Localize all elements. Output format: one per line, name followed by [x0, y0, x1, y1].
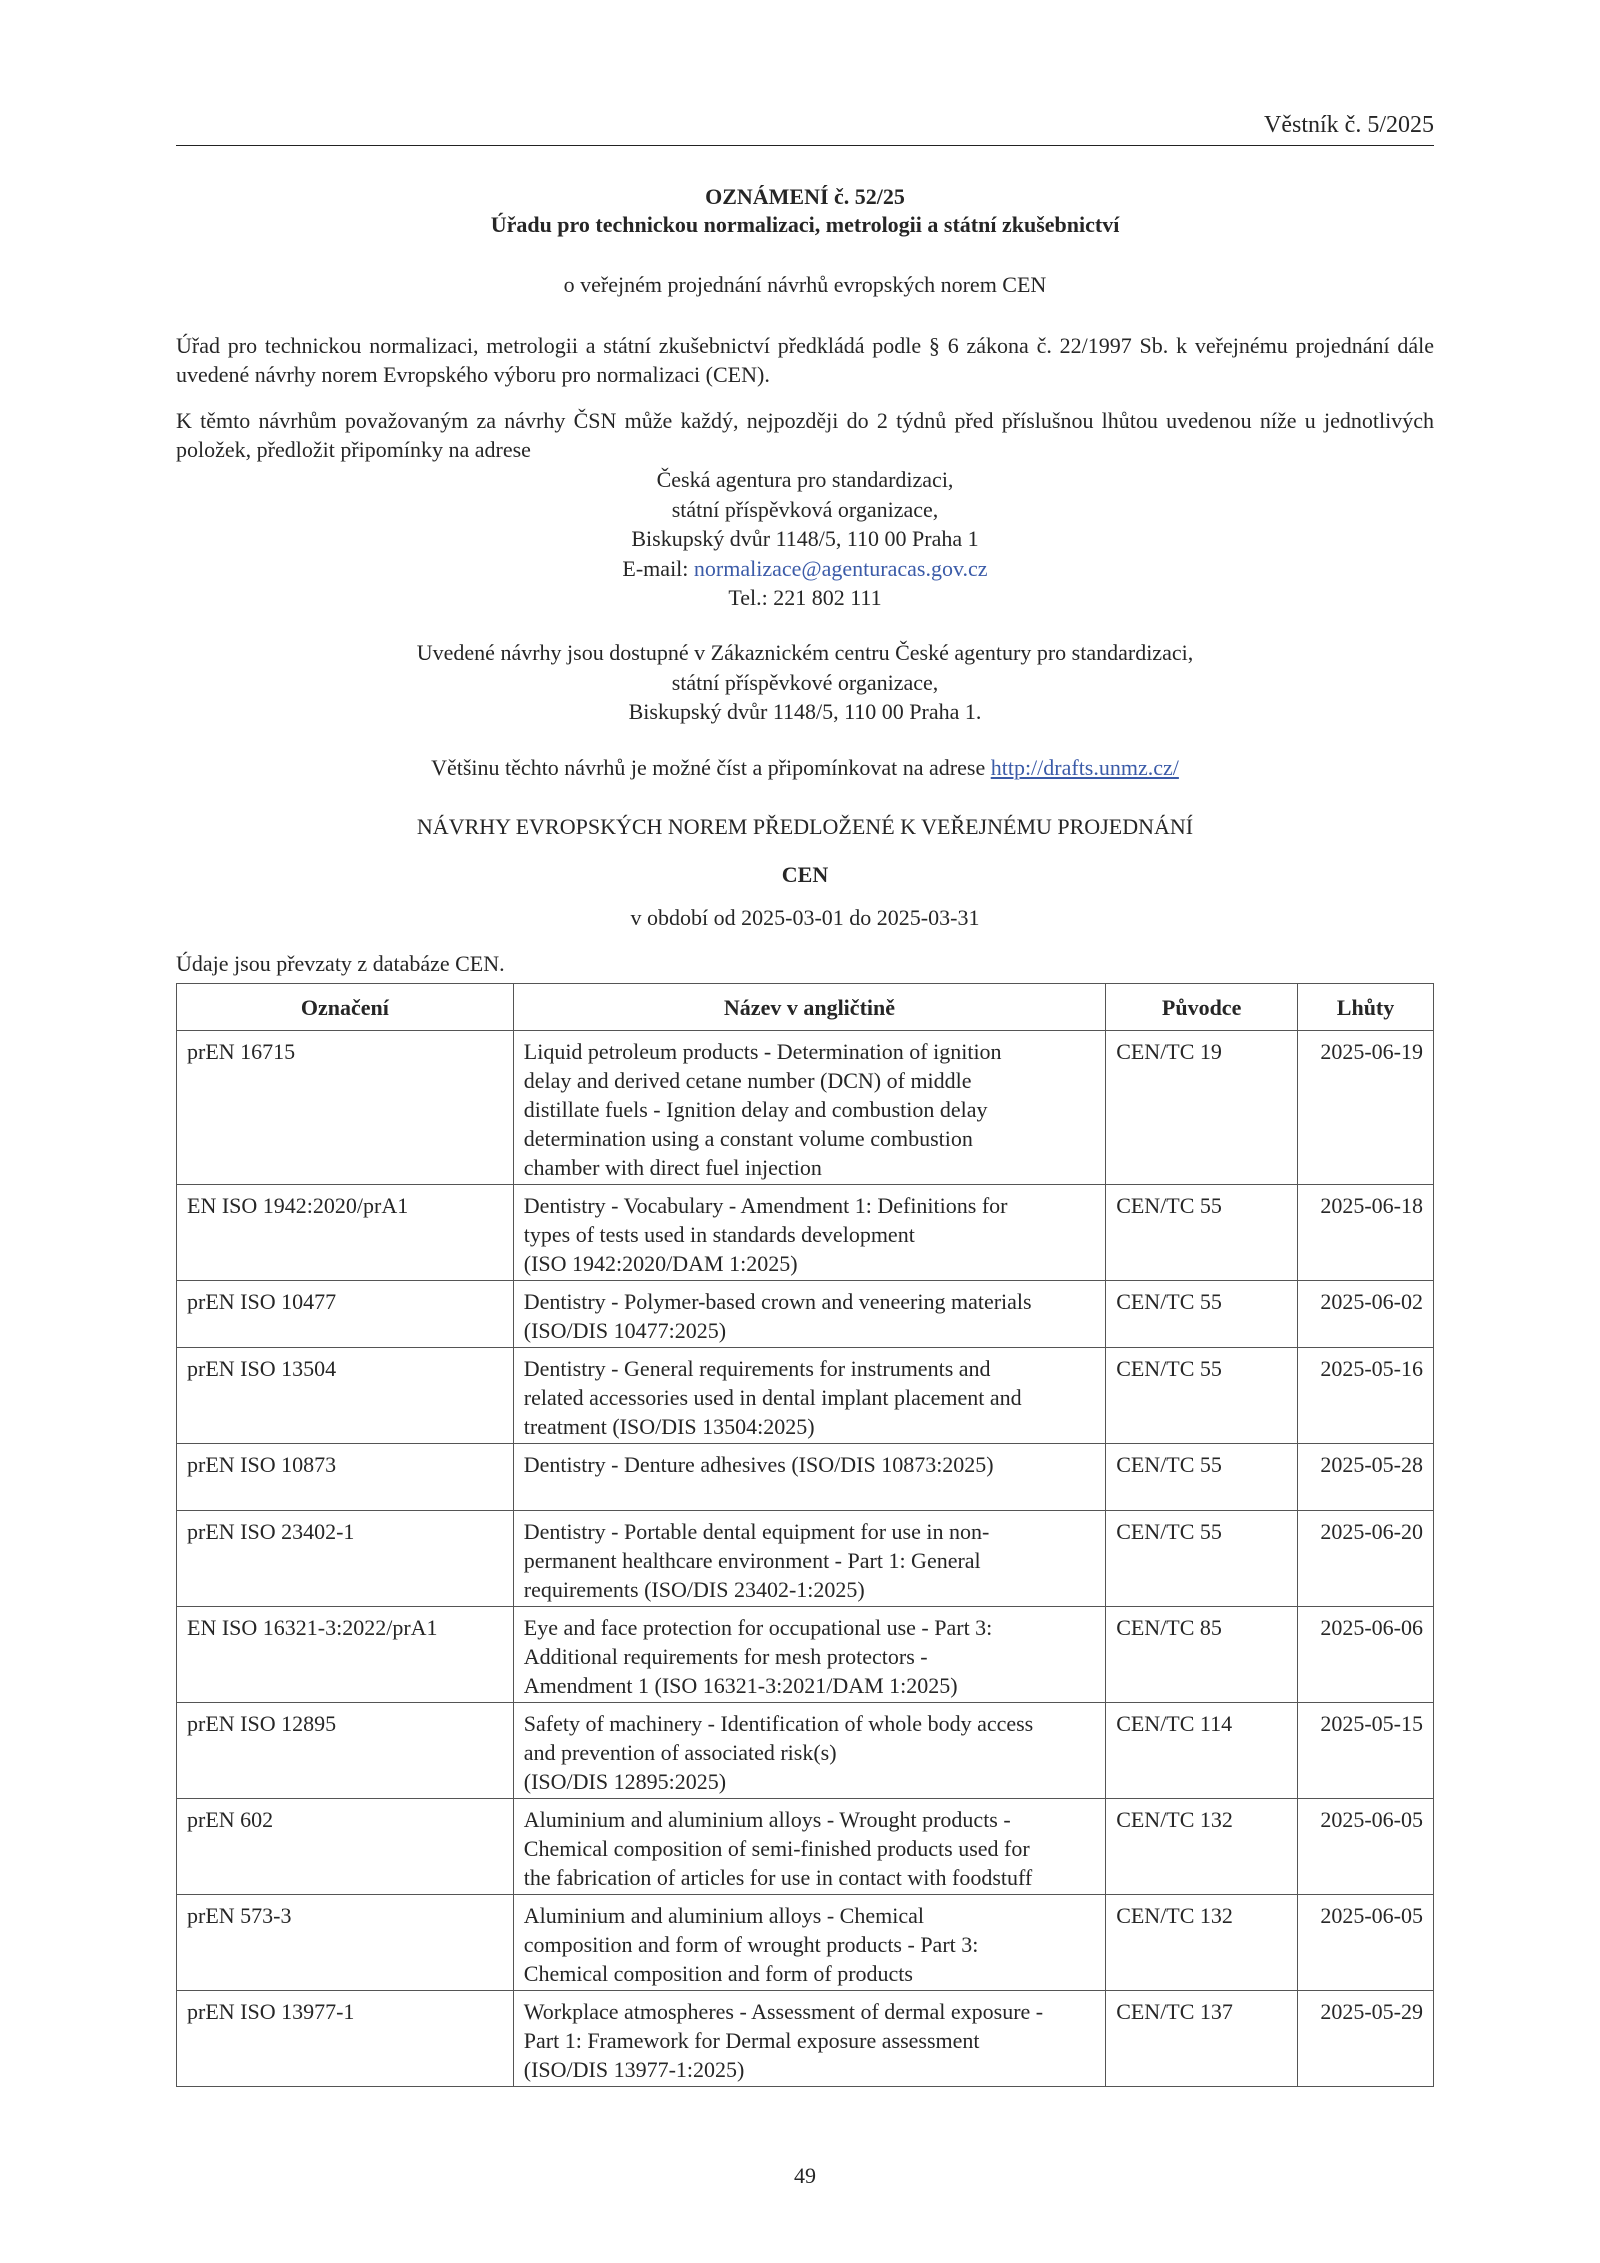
- cell-originator: CEN/TC 85: [1106, 1607, 1298, 1703]
- title-line: the fabrication of articles for use in contact with foodstuff: [523, 1865, 1033, 1890]
- address-phone: Tel.: 221 802 111: [728, 585, 882, 610]
- cell-designation: prEN ISO 13977-1: [177, 1991, 514, 2087]
- cell-designation: EN ISO 16321-3:2022/prA1: [177, 1607, 514, 1703]
- title-line: Chemical composition of semi-finished products used for: [523, 1836, 1030, 1861]
- cell-originator: CEN/TC 55: [1106, 1348, 1298, 1444]
- title-line: Additional requirements for mesh protectors -: [523, 1644, 928, 1669]
- title-line: Dentistry - General requirements for instruments and: [523, 1356, 991, 1381]
- cell-english-title: [513, 1511, 1105, 1607]
- title-line: composition and form of wrought products - Part 3:: [523, 1932, 979, 1957]
- source-note: Údaje jsou převzaty z databáze CEN.: [176, 951, 505, 976]
- header-deadline: Lhůty: [1298, 984, 1434, 1031]
- cell-originator: CEN/TC 19: [1106, 1031, 1298, 1185]
- page-number: 49: [794, 2163, 816, 2188]
- table-row: [177, 1703, 1434, 1799]
- table-row: [177, 1185, 1434, 1281]
- cell-designation: prEN 16715: [177, 1031, 514, 1185]
- header-designation: Označení: [177, 984, 514, 1031]
- cell-deadline: 2025-05-16: [1298, 1348, 1434, 1444]
- title-line: related accessories used in dental implant placement and: [523, 1385, 1022, 1410]
- title-line: [524, 1479, 1095, 1508]
- drafts-text: Většinu těchto návrhů je možné číst a připomínkovat na adrese: [431, 755, 991, 780]
- title-line: Dentistry - Polymer-based crown and veneering materials: [523, 1289, 1032, 1314]
- title-line: distillate fuels - Ignition delay and combustion delay: [523, 1097, 988, 1122]
- cell-english-title: [513, 1799, 1105, 1895]
- cell-originator: CEN/TC 132: [1106, 1799, 1298, 1895]
- cell-designation: prEN ISO 10477: [177, 1281, 514, 1348]
- table-header-row: [177, 984, 1434, 1031]
- address-street: Biskupský dvůr 1148/5, 110 00 Praha 1: [631, 526, 979, 551]
- cell-deadline: 2025-05-29: [1298, 1991, 1434, 2087]
- table-row: [177, 1991, 1434, 2087]
- availability-line-3: Biskupský dvůr 1148/5, 110 00 Praha 1.: [628, 699, 982, 724]
- cell-designation: prEN 573-3: [177, 1895, 514, 1991]
- cell-english-title: [513, 1444, 1105, 1511]
- title-line: and prevention of associated risk(s): [523, 1740, 837, 1765]
- title-line: Eye and face protection for occupational use - Part 3:: [523, 1615, 993, 1640]
- header-issue: Věstník č. 5/2025: [176, 112, 1434, 146]
- title-line: (ISO/DIS 13977-1:2025): [523, 2057, 745, 2082]
- address-type: státní příspěvková organizace,: [671, 496, 939, 522]
- cell-english-title: [513, 1348, 1105, 1444]
- cell-deadline: 2025-05-15: [1298, 1703, 1434, 1799]
- title-line: (ISO 1942:2020/DAM 1:2025): [523, 1251, 798, 1276]
- cell-deadline: 2025-06-02: [1298, 1281, 1434, 1348]
- cell-originator: CEN/TC 137: [1106, 1991, 1298, 2087]
- title-line: Workplace atmospheres - Assessment of dermal exposure -: [523, 1999, 1044, 2024]
- header-originator: Původce: [1106, 984, 1298, 1031]
- title-line: permanent healthcare environment - Part 1: General: [523, 1548, 981, 1573]
- cell-deadline: 2025-06-06: [1298, 1607, 1434, 1703]
- cell-originator: CEN/TC 55: [1106, 1281, 1298, 1348]
- cell-deadline: 2025-06-20: [1298, 1511, 1434, 1607]
- cell-originator: CEN/TC 114: [1106, 1703, 1298, 1799]
- organization-heading: CEN: [781, 862, 829, 887]
- comments-paragraph: K těmto návrhům považovaným za návrhy ČSN může každý, nejpozději do 2 týdnů před příslušnou lhůtou uvedenou níže u jednotlivých položek, předložit připomínky na adrese: [176, 408, 1434, 462]
- title-line: requirements (ISO/DIS 23402-1:2025): [523, 1577, 865, 1602]
- cell-originator: CEN/TC 55: [1106, 1511, 1298, 1607]
- title-line: (ISO/DIS 10477:2025): [523, 1318, 727, 1343]
- table-row: [177, 1607, 1434, 1703]
- title-line: (ISO/DIS 12895:2025): [523, 1769, 727, 1794]
- title-line: Chemical composition and form of products: [523, 1961, 913, 1986]
- cell-designation: prEN 602: [177, 1799, 514, 1895]
- email-link[interactable]: normalizace@agenturacas.gov.cz: [693, 555, 988, 581]
- cell-originator: CEN/TC 55: [1106, 1185, 1298, 1281]
- title-line: Part 1: Framework for Dermal exposure assessment: [523, 2028, 980, 2053]
- cell-deadline: 2025-06-05: [1298, 1799, 1434, 1895]
- title-line: treatment (ISO/DIS 13504:2025): [523, 1414, 815, 1439]
- cell-deadline: 2025-05-28: [1298, 1444, 1434, 1511]
- notice-issuer: Úřadu pro technickou normalizaci, metrologii a státní zkušebnictví: [490, 212, 1120, 237]
- address-name: Česká agentura pro standardizaci,: [656, 467, 954, 492]
- cell-originator: CEN/TC 132: [1106, 1895, 1298, 1991]
- cell-english-title: [513, 1031, 1105, 1185]
- title-line: Dentistry - Denture adhesives (ISO/DIS 10873:2025): [523, 1452, 994, 1477]
- title-line: delay and derived cetane number (DCN) of middle: [523, 1068, 972, 1093]
- table-body: [177, 1031, 1434, 2087]
- title-line: Amendment 1 (ISO 16321-3:2021/DAM 1:2025): [523, 1673, 958, 1698]
- cell-designation: EN ISO 1942:2020/prA1: [177, 1185, 514, 1281]
- address-block: [176, 465, 1434, 613]
- drafts-link[interactable]: http://drafts.unmz.cz/: [990, 755, 1179, 780]
- cell-designation: prEN ISO 12895: [177, 1703, 514, 1799]
- drafts-note: [176, 755, 1434, 781]
- cell-originator: CEN/TC 55: [1106, 1444, 1298, 1511]
- table-row: [177, 1799, 1434, 1895]
- header-english-title: Název v angličtině: [513, 984, 1105, 1031]
- table-row: [177, 1895, 1434, 1991]
- cell-designation: prEN ISO 10873: [177, 1444, 514, 1511]
- cell-designation: prEN ISO 23402-1: [177, 1511, 514, 1607]
- availability-line-1: Uvedené návrhy jsou dostupné v Zákaznickém centru České agentury pro standardizaci,: [416, 640, 1194, 665]
- cell-english-title: [513, 1281, 1105, 1348]
- title-line: Liquid petroleum products - Determination of ignition: [523, 1039, 1002, 1064]
- table-row: [177, 1511, 1434, 1607]
- title-line: determination using a constant volume combustion: [523, 1126, 973, 1151]
- availability-line-2: státní příspěvkové organizace,: [671, 669, 939, 695]
- cell-deadline: 2025-06-19: [1298, 1031, 1434, 1185]
- cell-deadline: 2025-06-18: [1298, 1185, 1434, 1281]
- table-row: [177, 1281, 1434, 1348]
- cell-english-title: [513, 1895, 1105, 1991]
- table-row: [177, 1031, 1434, 1185]
- notice-number: OZNÁMENÍ č. 52/25: [705, 184, 905, 209]
- cell-english-title: [513, 1991, 1105, 2087]
- title-line: Dentistry - Vocabulary - Amendment 1: Definitions for: [523, 1193, 1008, 1218]
- table-row: [177, 1444, 1434, 1511]
- table-row: [177, 1348, 1434, 1444]
- cell-designation: prEN ISO 13504: [177, 1348, 514, 1444]
- title-line: Aluminium and aluminium alloys - Wrought products -: [523, 1807, 1011, 1832]
- cell-english-title: [513, 1703, 1105, 1799]
- address-email-line: [176, 554, 1434, 584]
- section-heading: NÁVRHY EVROPSKÝCH NOREM PŘEDLOŽENÉ K VEŘEJNÉMU PROJEDNÁNÍ: [416, 814, 1194, 839]
- email-label: E-mail:: [622, 555, 694, 581]
- title-line: types of tests used in standards development: [523, 1222, 915, 1247]
- cell-english-title: [513, 1607, 1105, 1703]
- title-line: Aluminium and aluminium alloys - Chemical: [523, 1903, 924, 1928]
- availability-block: [176, 638, 1434, 727]
- title-line: Dentistry - Portable dental equipment for use in non-: [523, 1519, 990, 1544]
- period-text: v období od 2025-03-01 do 2025-03-31: [630, 905, 980, 930]
- cell-english-title: [513, 1185, 1105, 1281]
- notice-subject: o veřejném projednání návrhů evropských norem CEN: [563, 272, 1047, 297]
- title-line: chamber with direct fuel injection: [523, 1155, 822, 1180]
- title-line: Safety of machinery - Identification of whole body access: [523, 1711, 1034, 1736]
- cell-deadline: 2025-06-05: [1298, 1895, 1434, 1991]
- intro-paragraph: Úřad pro technickou normalizaci, metrologii a státní zkušebnictví předkládá podle § 6 zákona č. 22/1997 Sb. k veřejnému projednání dále uvedené návrhy norem Evropského výboru pro normalizaci (CEN).: [176, 333, 1434, 387]
- drafts-table: [176, 983, 1434, 2087]
